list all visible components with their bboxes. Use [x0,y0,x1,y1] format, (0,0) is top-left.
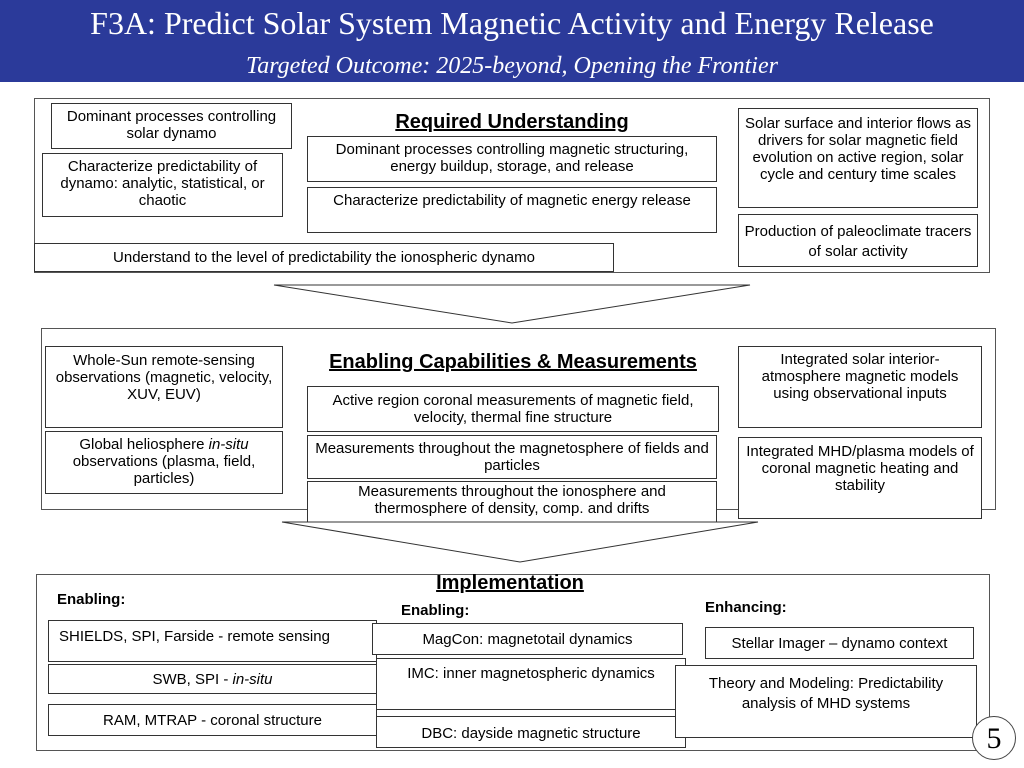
box-swb [48,664,377,694]
page-number: 5 [972,716,1016,760]
box-ram: RAM, MTRAP - coronal structure [48,704,377,736]
box-global-heliosphere [45,431,283,494]
box-predictability-dynamo: Characterize predictability of dynamo: analytic, statistical, or chaotic [42,153,283,217]
box-paleoclimate: Production of paleoclimate tracers of solar activity [738,214,978,267]
box-interior-models: Integrated solar interior-atmosphere magnetic models using observational inputs [738,346,982,428]
box-theory-modeling: Theory and Modeling: Predictability analysis of MHD systems [675,665,977,738]
box-ionospheric-dynamo: Understand to the level of predictability the ionospheric dynamo [34,243,614,272]
implementation-title: Implementation [436,572,584,594]
box-imc: IMC: inner magnetospheric dynamics [376,658,686,710]
box-mhd-models: Integrated MHD/plasma models of coronal magnetic heating and stability [738,437,982,519]
box-active-region: Active region coronal measurements of magnetic field, velocity, thermal fine structure [307,386,719,432]
box-stellar-imager: Stellar Imager – dynamo context [705,627,974,659]
box-magnetic-structuring: Dominant processes controlling magnetic structuring, energy buildup, storage, and release [307,136,717,182]
label-enabling-left: Enabling: [57,591,126,608]
box-magnetosphere: Measurements throughout the magnetosphere of fields and particles [307,435,717,479]
title-banner [0,0,1024,82]
box-ionosphere: Measurements throughout the ionosphere and thermosphere of density, comp. and drifts [307,481,717,523]
label-enhancing: Enhancing: [705,599,787,616]
box-magcon: MagCon: magnetotail dynamics [372,623,683,655]
box-surface-flows: Solar surface and interior flows as drivers for solar magnetic field evolution on active region, solar cycle and century time scales [738,108,978,208]
slide-title: F3A: Predict Solar System Magnetic Activity and Energy Release [90,5,934,41]
box-whole-sun: Whole-Sun remote-sensing observations (magnetic, velocity, XUV, EUV) [45,346,283,428]
helio-text-italic: in-situ [208,436,249,453]
swb-text-italic: in-situ [232,671,273,688]
label-enabling-mid: Enabling: [401,602,470,619]
helio-text-post: observations (plasma, field, particles) [72,453,256,487]
box-solar-dynamo: Dominant processes controlling solar dynamo [51,103,292,149]
slide-subtitle: Targeted Outcome: 2025-beyond, Opening the Frontier [246,53,778,79]
enabling-capabilities-title: Enabling Capabilities & Measurements [329,351,697,373]
helio-text-pre: Global heliosphere [79,436,209,453]
required-understanding-title: Required Understanding [395,111,629,133]
box-dbc: DBC: dayside magnetic structure [376,716,686,748]
box-energy-release: Characterize predictability of magnetic energy release [307,187,717,233]
swb-text-pre: SWB, SPI - [152,671,233,688]
box-shields: SHIELDS, SPI, Farside - remote sensing [48,620,377,662]
